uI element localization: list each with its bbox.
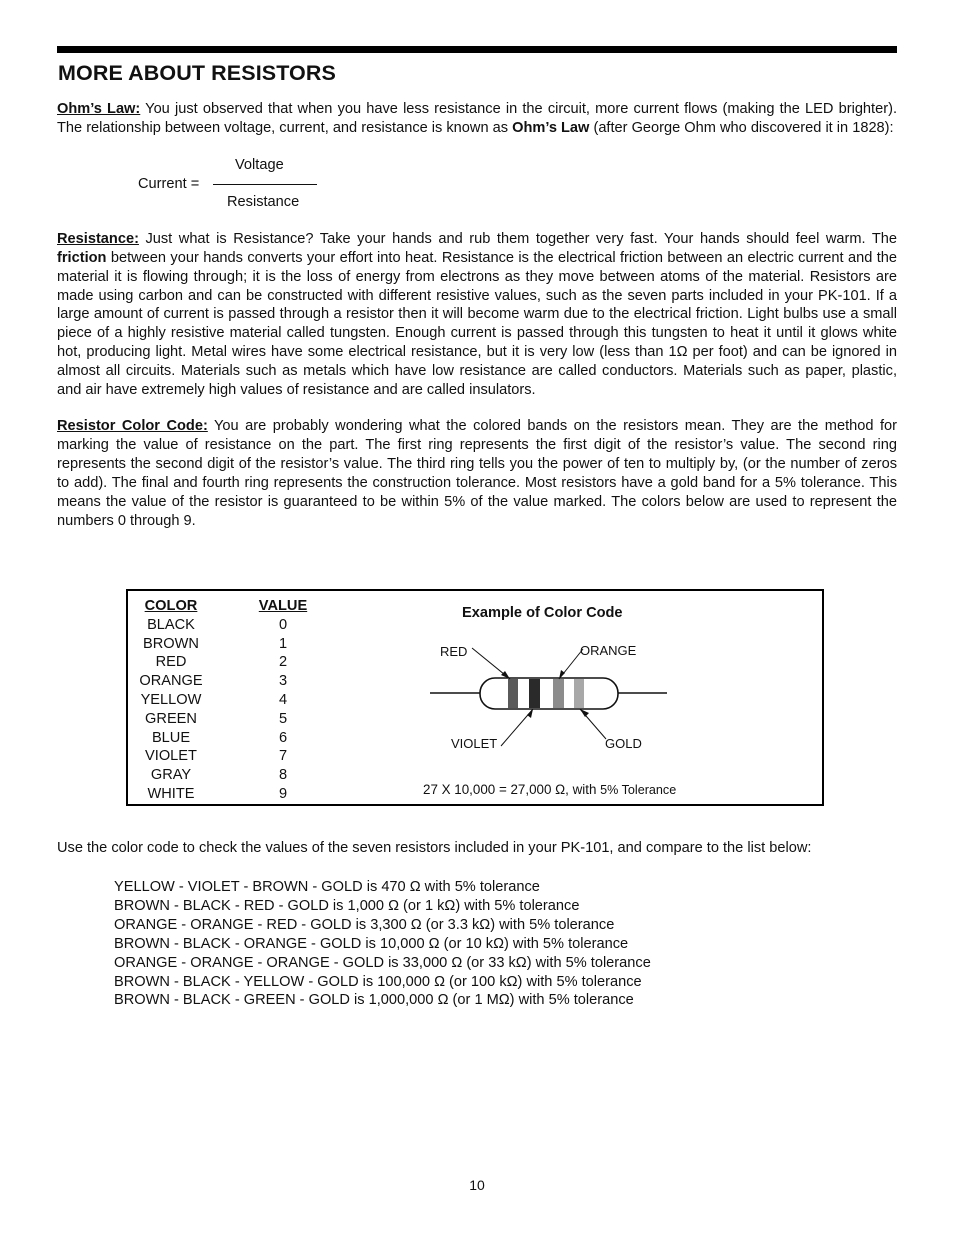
band-red [508,679,518,708]
label-red: RED [440,644,468,659]
color-cell: ORANGE [139,673,203,690]
list-item: ORANGE - ORANGE - RED - GOLD is 3,300 Ω (or 3.3 kΩ) with 5% tolerance [114,916,615,933]
arrowhead-gold [580,709,589,717]
color-code-paragraph [57,417,897,530]
value-cell: 6 [278,729,288,746]
value-cell: 5 [278,710,288,727]
formula-numerator: Voltage [235,156,284,173]
value-cell: 3 [278,673,288,690]
value-cell: 8 [278,767,288,784]
ohms-law-paragraph [57,100,897,138]
color-cell: BROWN [143,635,199,652]
ohms-law-lead: Ohm’s Law: [57,101,141,117]
fraction-bar [213,184,317,185]
label-orange: ORANGE [580,643,637,658]
resistance-lead: Resistance: [57,230,139,247]
resistance-paragraph [57,230,897,400]
resistor-list [114,878,651,1010]
example-title: Example of Color Code [462,605,623,621]
page-number: 10 [469,1177,485,1193]
ohms-law-bold: Ohm’s Law [512,119,590,136]
color-cell: WHITE [147,785,195,802]
resistor-diagram [128,591,822,804]
arrowhead-violet [527,709,533,718]
color-cell: VIOLET [145,748,197,765]
label-violet: VIOLET [451,736,498,751]
list-item: ORANGE - ORANGE - ORANGE - GOLD is 33,000 Ω (or 33 kΩ) with 5% tolerance [114,954,651,971]
color-header: COLOR [144,598,198,614]
ohms-law-formula [57,156,897,214]
color-code-text: You are probably wondering what the colored bands on the resistors mean. They are the method for marking the value of resistance on the part. The first ring represents the first digit of the resistor’s value. The second ring represents the second digit of the resistor’s value. The third ring tells you the power of ten to multiply by, (or the number of zeros to add). The final and fourth ring represents the construction tolerance. Most resistors have a gold band for a 5% tolerance. This means the value of the resistor is guaranteed to be within 5% of the value marked. The colors below are used to represent the numbers 0 through 9. [57,417,898,529]
value-cell: 2 [278,654,288,671]
value-cell: 7 [278,748,288,765]
band-violet [529,679,540,708]
band-gold [574,679,584,708]
resistance-text-a: Just what is Resistance? Take your hands and rub them together very fast. Your hands should feel warm. The [138,230,897,247]
label-gold: GOLD [605,736,642,751]
color-cell: GRAY [150,767,192,784]
color-code-box [126,589,824,806]
list-intro: Use the color code to check the values of the seven resistors included in your PK-101, and compare to the list below: [57,840,812,856]
value-cell: 9 [278,785,288,802]
page-content [57,46,897,547]
value-cell: 4 [278,691,288,708]
color-cell: YELLOW [140,691,202,708]
color-code-lead: Resistor Color Code: [57,417,208,434]
color-cell: GREEN [145,710,197,727]
value-cell: 0 [278,616,288,633]
example-formula-text: 27 X 10,000 = 27,000 Ω, with [423,782,601,797]
band-orange [553,679,564,708]
list-item: BROWN - BLACK - YELLOW - GOLD is 100,000 Ω (or 100 kΩ) with 5% tolerance [114,973,642,990]
value-header: VALUE [258,598,308,614]
color-cell: BLUE [151,729,191,746]
ohms-law-text-a: You just observed that when you have less resistance in the circuit, more current flows (making the LED brighter). The relationship between voltage, current, and resistance is known as [57,101,897,136]
formula-lhs: Current = [138,175,200,192]
example-formula [423,782,676,797]
ohms-law-text-b: (after George Ohm who discovered it in 1828): [589,119,894,136]
value-cell: 1 [278,635,288,652]
list-item: BROWN - BLACK - RED - GOLD is 1,000 Ω (or 1 kΩ) with 5% tolerance [114,897,580,914]
formula-denominator: Resistance [227,193,300,210]
resistor-body [480,678,618,709]
resistance-text-b: between your hands converts your effort into heat. Resistance is the electrical friction between an electric current and the material it is flowing through; it is the loss of energy from electrons as they move between atoms of the material. Resistors are made using carbon and can be constructed with different resistive values, such as the seven parts included in your PK-101. If a large amount of current is passed through a resistor then it will become warm due to the electrical friction. Light bulbs use a small piece of a highly resistive material called tungsten. Enough current is passed through this tungsten to heat it until it glows white hot, producing light. Metal wires have some electrical resistance, but it is very low (less than 1Ω per foot) and can be ignored in almost all circuits. Materials such as metals which have low resistance are called conductors. Materials such as paper, plastic, and air have extremely high values of resistance and are called insulators. [57,249,897,399]
list-item: YELLOW - VIOLET - BROWN - GOLD is 470 Ω with 5% tolerance [114,879,540,895]
color-cell: BLACK [147,616,195,633]
header-rule [57,46,897,53]
list-item: BROWN - BLACK - GREEN - GOLD is 1,000,000 Ω (or 1 MΩ) with 5% tolerance [114,992,634,1009]
color-cell: RED [155,654,187,671]
list-item: BROWN - BLACK - ORANGE - GOLD is 10,000 Ω (or 10 kΩ) with 5% tolerance [114,935,629,952]
page-title: MORE ABOUT RESISTORS [58,61,336,85]
resistance-bold: friction [57,249,107,266]
example-tolerance: 5% Tolerance [600,783,677,797]
